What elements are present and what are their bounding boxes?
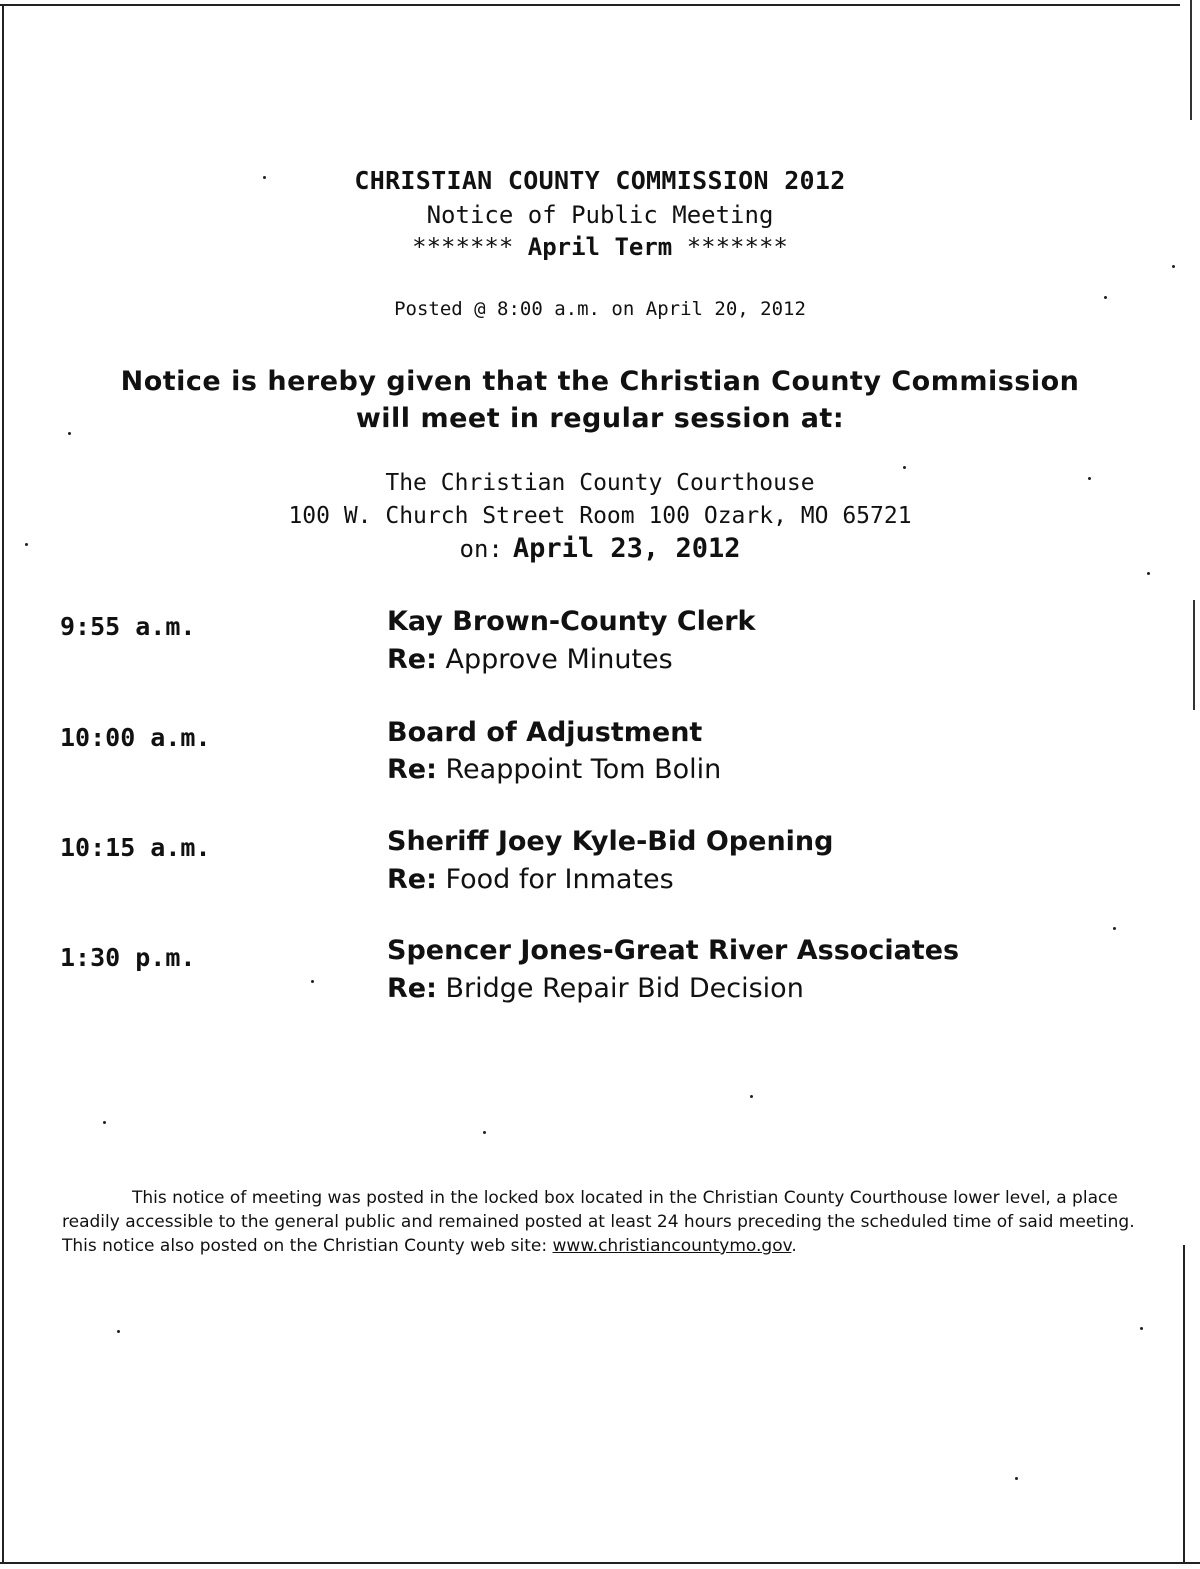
agenda-item: Board of Adjustment [387,717,703,748]
term-label: April Term [527,233,673,261]
scan-speck [1015,1477,1018,1480]
meeting-date: April 23, 2012 [512,533,741,564]
scan-speck [1140,1327,1143,1330]
agenda-re [387,973,804,1004]
agenda-re-label: Re: [387,754,437,785]
posting-notice-end: . [791,1236,797,1256]
term-stars-right: ******* [686,233,788,261]
agenda-time: 10:00 a.m. [60,723,211,752]
notice-statement [0,363,1200,437]
agenda-re-text: Bridge Repair Bid Decision [445,973,804,1004]
document-subtitle: Notice of Public Meeting [426,201,774,229]
agenda-re-label: Re: [387,864,437,895]
scan-edge-bottom [0,1562,1200,1564]
posting-notice-text: This notice of meeting was posted in the locked box located in the Christian County Courthouse lower level, a place readily accessible to the general public and remained posted at least 24 hours preceding the scheduled time of said meeting. This notice also posted on the Christian County web site: [62,1188,1135,1256]
agenda-re [387,754,721,785]
scan-edge-right-top [1190,0,1192,120]
scan-speck [483,1131,486,1134]
notice-line-1: Notice is hereby given that the Christian County Commission [120,366,1080,397]
agenda-item: Spencer Jones-Great River Associates [387,935,960,966]
scan-speck [103,1121,106,1124]
scan-edge-right [1183,1245,1185,1563]
scan-speck [1113,927,1116,930]
agenda-time: 1:30 p.m. [60,943,196,972]
scan-speck [311,980,314,983]
location-address: 100 W. Church Street Room 100 Ozark, MO 65721 [288,503,912,529]
notice-line-2: will meet in regular session at: [355,403,845,434]
posting-notice [62,1186,1152,1258]
agenda-item: Kay Brown-County Clerk [387,606,756,637]
scan-speck [1172,265,1175,268]
agenda-time: 9:55 a.m. [60,612,196,641]
date-on-label: on: [459,535,503,563]
agenda-re [387,644,673,675]
meeting-date-line [0,533,1200,564]
agenda-re-text: Approve Minutes [445,644,673,675]
term-line [0,233,1200,261]
meeting-location [0,467,1200,533]
location-building: The Christian County Courthouse [385,470,815,496]
scan-speck [750,1095,753,1098]
document-title: CHRISTIAN COUNTY COMMISSION 2012 [354,166,846,195]
agenda-item: Sheriff Joey Kyle-Bid Opening [387,826,834,857]
agenda-re-text: Food for Inmates [445,864,674,895]
county-website-link[interactable]: www.christiancountymo.gov [552,1236,792,1256]
agenda-time: 10:15 a.m. [60,833,211,862]
scan-edge-right-mid [1193,600,1195,710]
agenda-re [387,864,674,895]
term-stars-left: ******* [412,233,514,261]
agenda-re-label: Re: [387,644,437,675]
scan-speck [117,1330,120,1333]
agenda-re-text: Reappoint Tom Bolin [445,754,722,785]
posted-line: Posted @ 8:00 a.m. on April 20, 2012 [394,298,806,320]
agenda-re-label: Re: [387,973,437,1004]
scan-speck [1147,572,1150,575]
scan-edge-top [0,4,1180,6]
